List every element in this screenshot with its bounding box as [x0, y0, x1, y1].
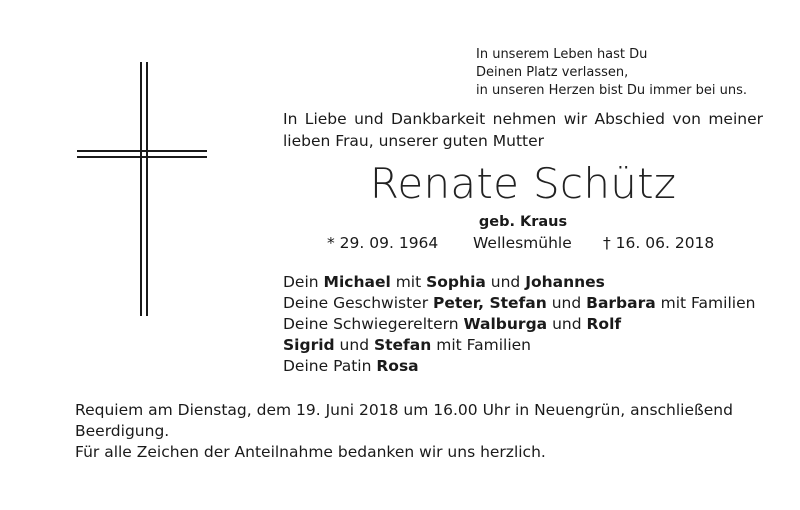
born-name: geb. Kraus: [478, 214, 568, 230]
memorial-poem: [476, 46, 796, 100]
poem-line: in unseren Herzen bist Du immer bei uns.: [476, 83, 748, 98]
footer-line: Für alle Zeichen der Anteilnahme bedanken wir uns herzlich.: [75, 443, 546, 461]
family-line: Sigrid und Stefan mit Familien: [283, 336, 532, 354]
birth-place: Wellesmühle: [473, 234, 572, 252]
death-date: † 16. 06. 2018: [603, 234, 715, 252]
poem-line: Deinen Platz verlassen,: [476, 65, 629, 80]
intro-text: [283, 108, 763, 152]
family-line: Deine Schwiegereltern Walburga und Rolf: [283, 315, 622, 333]
footer-line: Requiem am Dienstag, dem 19. Juni 2018 um 16.00 Uhr in Neuengrün, anschließend: [75, 401, 733, 419]
cross-icon: [0, 0, 230, 320]
family-line: Deine Geschwister Peter, Stefan und Barbara mit Familien: [283, 294, 756, 312]
poem-line: In unserem Leben hast Du: [476, 47, 648, 62]
family-list: [283, 272, 783, 377]
family-line: Dein Michael mit Sophia und Johannes: [283, 273, 605, 291]
intro-line: lieben Frau, unserer guten Mutter: [283, 132, 545, 150]
intro-line: In Liebe und Dankbarkeit nehmen wir Abschied von meiner: [283, 110, 763, 128]
deceased-name: Renate Schütz: [369, 159, 677, 208]
funeral-info: [75, 400, 775, 463]
birth-date: * 29. 09. 1964: [327, 234, 439, 252]
footer-line: Beerdigung.: [75, 422, 170, 440]
family-line: Deine Patin Rosa: [283, 357, 419, 375]
